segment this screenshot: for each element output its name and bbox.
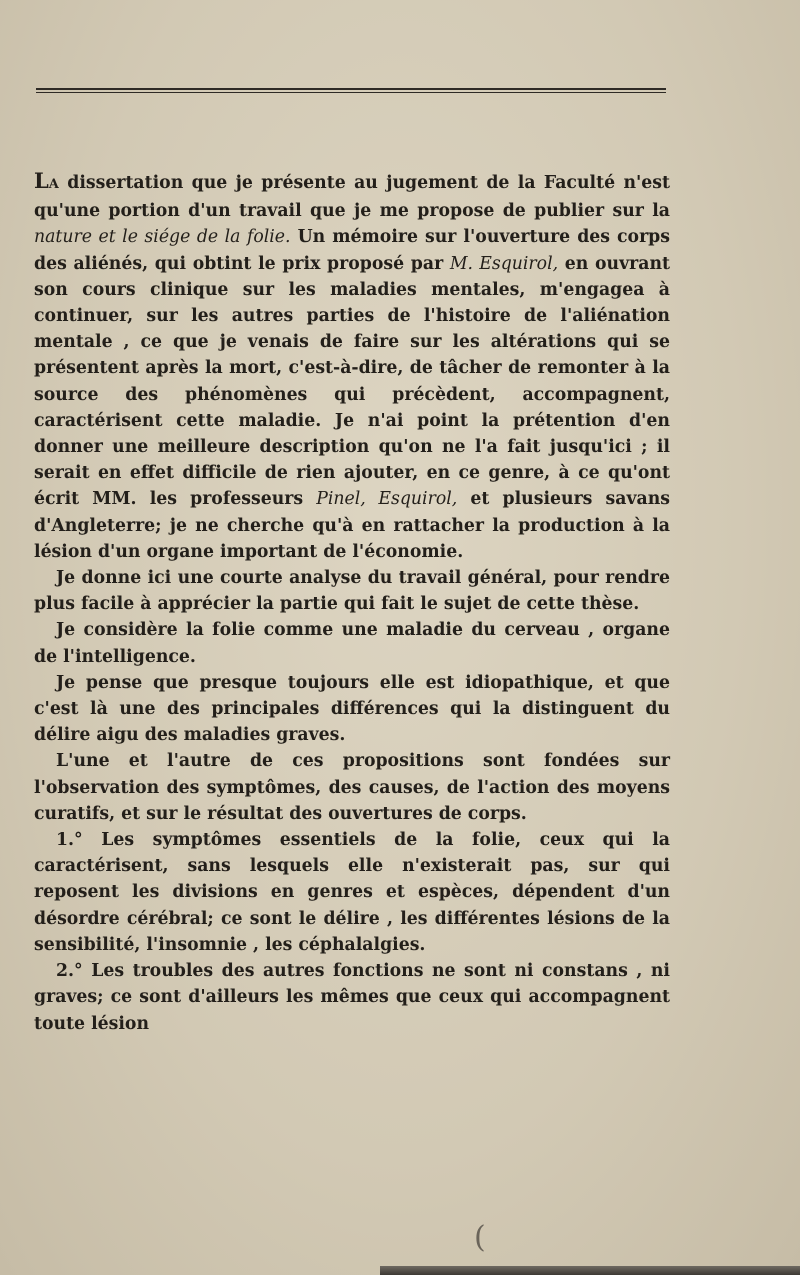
paragraph-intro bbox=[34, 168, 670, 565]
paragraph-considere: Je considère la folie comme une maladie du cerveau , organe de l'intelligence. bbox=[34, 620, 670, 667]
dropcap: L bbox=[34, 168, 49, 193]
intro-italic-title: nature et le siége de la folie. bbox=[34, 227, 291, 248]
bottom-edge-bar bbox=[380, 1266, 800, 1275]
intro-text-3: en ouvrant son cours clinique sur les maladies mentales, m'engagea à continuer, sur les autres parties de l'histoire de l'aliénation mentale , ce que je venais de faire sur les altérations qui se présentent après la mort, c'est-à-dire, de tâcher de remonter à la source des phénomènes qui précèdent, accompagnent, caractérisent cette maladie. Je n'ai point la prétention d'en donner une meilleure description qu'on ne l'a fait jusqu'ici ; il serait en effet difficile de rien ajouter, en ce genre, à ce qu'ont écrit MM. les professeurs bbox=[34, 253, 670, 510]
paragraph-propositions: L'une et l'autre de ces propositions sont fondées sur l'observation des symptômes, des causes, de l'action des moyens curatifs, et sur le résultat des ouvertures de corps. bbox=[34, 751, 670, 824]
intro-italic-esquirol: M. Esquirol, bbox=[449, 253, 559, 274]
body-text bbox=[34, 168, 670, 1037]
intro-text-2: Un mémoire sur l'ouverture des corps des aliénés, qui obtint le prix proposé par bbox=[34, 227, 670, 274]
paragraph-analyse: Je donne ici une courte analyse du travail général, pour rendre plus facile à apprécier la partie qui fait le sujet de cette thèse. bbox=[34, 568, 670, 615]
intro-italic-names: Pinel, Esquirol, bbox=[316, 489, 458, 510]
header-rule bbox=[36, 88, 666, 93]
paragraph-troubles: 2.° Les troubles des autres fonctions ne sont ni constans , ni graves; ce sont d'ailleurs les mêmes que ceux qui accompagnent toute lésion bbox=[34, 961, 670, 1034]
intro-text-4: et plusieurs savans d'Angleterre; je ne cherche qu'à en rattacher la production à la lésion d'un organe important de l'économie. bbox=[34, 489, 671, 562]
paragraph-idiopathique: Je pense que presque toujours elle est idiopathique, et que c'est là une des principales différences qui la distinguent du délire aigu des maladies graves. bbox=[34, 672, 670, 746]
smallcap: A bbox=[48, 177, 59, 192]
bottom-mark: ( bbox=[474, 1220, 486, 1255]
intro-text-1: dissertation que je présente au jugement de la Faculté n'est qu'une portion d'un travail que je me propose de publier sur la bbox=[34, 173, 670, 222]
paragraph-symptomes: 1.° Les symptômes essentiels de la folie, ceux qui la caractérisent, sans lesquels elle n'existerait pas, sur qui reposent les divisions en genres et espèces, dépendent d'un désordre cérébral; ce sont le délire , les différentes lésions de la sensibilité, l'insomnie , les céphalalgies. bbox=[34, 830, 670, 955]
